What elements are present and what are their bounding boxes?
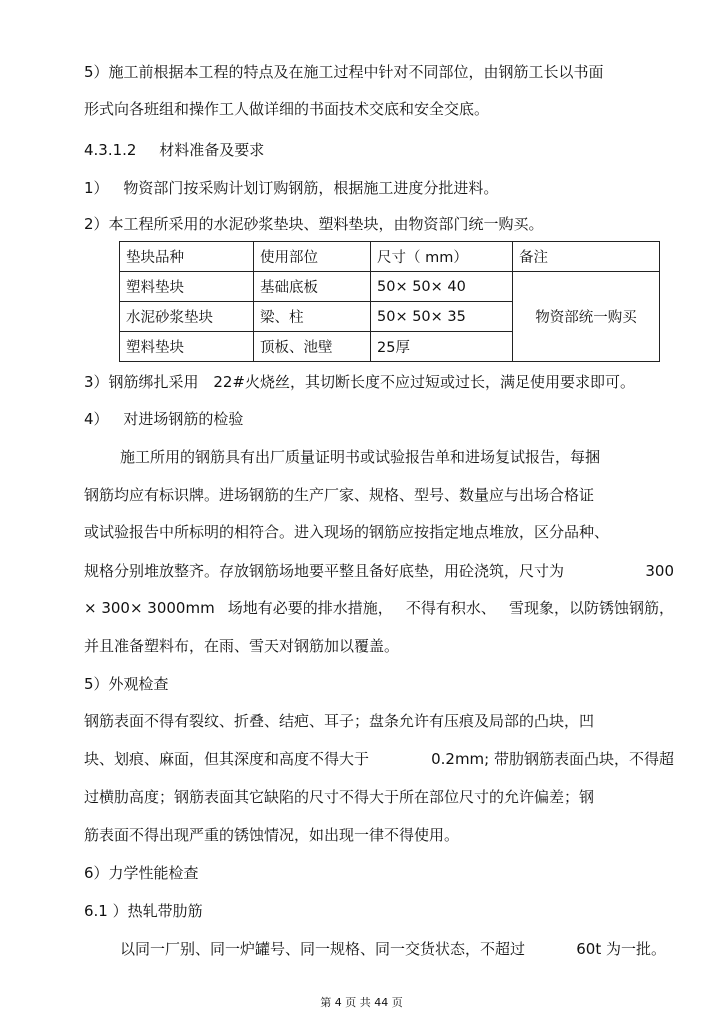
table-cell: 50× 50× 40: [371, 272, 513, 302]
table-remark-cell: 物资部统一购买: [513, 272, 660, 362]
paragraph-5-line-2: 形式向各班组和操作工人做详细的书面技术交底和安全交底。: [84, 100, 490, 118]
table-header-cell: 备注: [513, 242, 660, 272]
table-header-cell: 尺寸（ mm）: [371, 242, 513, 272]
table-cell: 塑料垫块: [120, 332, 254, 362]
paragraph-4-line-4: 规格分别堆放整齐。存放钢筋场地要平整且备好底垫，用砼浇筑，尺寸为 300: [84, 562, 674, 580]
paragraph-6-1: 以同一厂别、同一炉罐号、同一规格、同一交货状态，不超过 60t 为一批。: [120, 940, 666, 958]
table-cell: 25厚: [371, 332, 513, 362]
item-5: 5）外观检查: [84, 675, 169, 693]
table-cell: 基础底板: [254, 272, 371, 302]
table-header-row: [120, 242, 660, 272]
paragraph-4-line-2: 钢筋均应有标识牌。进场钢筋的生产厂家、规格、型号、数量应与出场合格证: [84, 486, 595, 504]
item-4: 4） 对进场钢筋的检验: [84, 410, 244, 428]
paragraph-5b-line-4: 筋表面不得出现严重的锈蚀情况，如出现一律不得使用。: [84, 826, 460, 844]
paragraph-5-line-1: 5）施工前根据本工程的特点及在施工过程中针对不同部位，由钢筋工长以书面: [84, 63, 604, 81]
spacer-block-table: [119, 241, 660, 362]
item-1: 1） 物资部门按采购计划订购钢筋，根据施工进度分批进料。: [84, 179, 499, 197]
table-header-cell: 垫块品种: [120, 242, 254, 272]
table-cell: 顶板、池壁: [254, 332, 371, 362]
paragraph-4-line-3: 或试验报告中所标明的相符合。进入现场的钢筋应按指定地点堆放，区分品种、: [84, 523, 610, 541]
table-header-cell: 使用部位: [254, 242, 371, 272]
table-row: [120, 272, 660, 302]
paragraph-4-line-5: × 300× 3000mm 场地有必要的排水措施， 不得有积水、 雪现象，以防锈蚀钢筋，: [84, 599, 674, 617]
table-cell: 水泥砂浆垫块: [120, 302, 254, 332]
paragraph-4-line-1: 施工所用的钢筋具有出厂质量证明书或试验报告单和进场复试报告，每捆: [120, 448, 601, 466]
page-footer: 第 4 页 共 44 页: [320, 996, 403, 1009]
paragraph-5b-line-2: 块、划痕、麻面，但其深度和高度不得大于 0.2mm; 带肋钢筋表面凸块，不得超: [84, 750, 674, 768]
table-cell: 塑料垫块: [120, 272, 254, 302]
table-cell: 50× 50× 35: [371, 302, 513, 332]
item-3: 3）钢筋绑扎采用 22#火烧丝，其切断长度不应过短或过长，满足使用要求即可。: [84, 373, 635, 391]
paragraph-4-line-6: 并且准备塑料布，在雨、雪天对钢筋加以覆盖。: [84, 637, 400, 655]
section-number: 4.3.1.2: [84, 141, 137, 159]
paragraph-5b-line-3: 过横肋高度；钢筋表面其它缺陷的尺寸不得大于所在部位尺寸的允许偏差；钢: [84, 788, 595, 806]
section-title: 材料准备及要求: [159, 141, 265, 159]
item-6: 6）力学性能检查: [84, 864, 199, 882]
table-cell: 梁、柱: [254, 302, 371, 332]
item-2: 2）本工程所采用的水泥砂浆垫块、塑料垫块，由物资部门统一购买。: [84, 215, 544, 233]
paragraph-5b-line-1: 钢筋表面不得有裂纹、折叠、结疤、耳子；盘条允许有压痕及局部的凸块，凹: [84, 712, 595, 730]
item-6-1: 6.1 ）热轧带肋筋: [84, 902, 203, 920]
section-heading: [84, 140, 264, 160]
